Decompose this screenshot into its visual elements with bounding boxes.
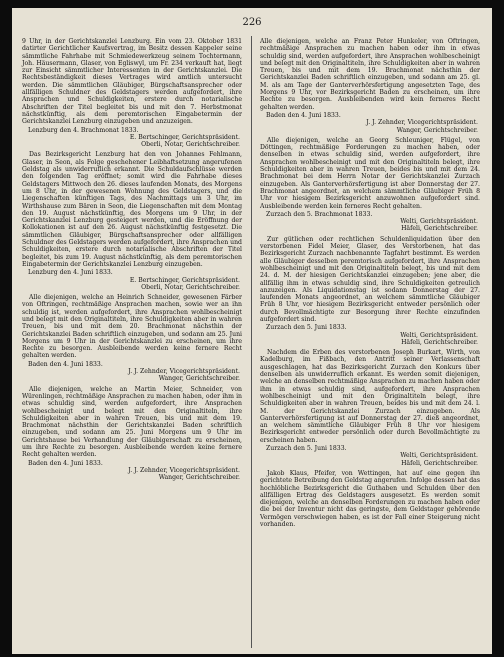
- signature-line: E. Bertschinger, Gerichtspräsident.: [129, 133, 240, 141]
- notice-paragraph: Zur gütlichen oder rechtlichen Schuldenliquidation über den verstorbenen Fidel Meier, Glaser, des Verstorbenen, hat das Bezirksgericht Zurzach nachbenannte Tagfahrt bestimmt. Es werden alle Gläubiger desselben peremtorisch aufgefordert, ihre Ansprachen wohlbescheinigt und mit den Originaltiteln belegt, bis und mit dem 24. d. M. der hiesigen Gerichtskanzlei einzugeben; jene aber, die allfällig ihm in etwas schuldig sind, ihre Schuldigkeiten getreulich anzuzeigen. Als Liquidationstag ist sodann Donnerstag der 27. laufenden Monats angeordnet, an welchem sämmtliche Gläubiger Früh 8 Uhr, vor hiesigem Bezirksgericht entweder persönlich oder durch Bevollmächtigte zur Besorgung ihrer Rechte einzufinden aufgefordert sind.: [260, 235, 480, 323]
- signature-line: Wanger, Gerichtschreiber.: [396, 126, 478, 134]
- signature-line: Wanger, Gerichtschreiber.: [158, 375, 240, 383]
- notice-paragraph: Alle diejenigen, welche an Georg Schleuniger, Flügel, von Döttingen, rechtmäßige Forderungen zu machen haben, oder denselben in etwas schuldig sind, werden aufgefordert, ihre Ansprachen wohlbescheinigt und mit den Originaltiteln belegt, ihre Schuldigkeiten aber in wahren Treuen, beides bis und mit dem 24. Brachmonat bei dem Herrn Notar der Gerichtskanzlei Zurzach einzugeben. Als Ganterverhörsfertigung ist aber Donnerstag der 27. Brachmonat angeordnet, an welchem sämmtliche Gläubiger Früh 8 Uhr vor hiesigem Bezirksgericht anzuwohnen aufgefordert sind. Ausbleibende werden kein ferneres Recht gehalten.: [260, 136, 480, 210]
- notice-paragraph: Alle diejenigen, welche an Heinrich Schneider, gewesenen Färber von Oftringen, rechtmäßige Ansprachen machen, sowie wer an ihn schuldig ist, werden aufgefordert, ihre Ansprachen wohlbescheinigt und belegt mit den Originaltiteln, ihre Schuldigkeiten aber in wahren Treuen, bis und mit dem 20. Brachmonat nächsthin der Gerichtskanzlei Baden schriftlich einzugeben, und sodann am 25. Juni Morgens um 9 Uhr in der Gerichtskanzlei zu erscheinen, um ihre Rechte zu besorgen. Ausbleibende werden keine fernere Recht gehalten werden.: [22, 294, 242, 360]
- signature-line: Welti, Gerichtspräsident.: [400, 218, 478, 226]
- notice-date-line: Baden den 4. Juni 1833.: [28, 459, 103, 467]
- notice-date-line: Zurzach den 5. Juni 1833.: [266, 445, 347, 453]
- signature-line: Oberli, Notar, Gerichtschreiber.: [141, 283, 240, 291]
- notice-paragraph: Nachdem die Erben des verstorbenen Joseph Burkart, Wirth, von Kadelburg, im Fißbach, den Antritt seiner Verlassenschaft ausgeschlagen, hat das Bezirksgericht Zurzach den Konkurs über denselben als unwiderruflich erkannt. Es werden somit diejenigen, welche an denselben rechtmäßige Ansprachen zu machen haben oder ihm in etwas schuldig sind, aufgefordert, ihre Ansprachen wohlbescheinigt und mit den Originaltiteln belegt, ihre Schuldigkeiten aber in wahren Treuen, beides bis und mit dem 24. l. M. der Gerichtskanzlei Zurzach einzugeben. Als Ganterverhörsfertigung ist auf Donnerstag der 27. dieß angeordnet, an welchem sämmtliche Gläubiger Früh 8 Uhr vor hiesigem Bezirksgericht entweder persönlich oder durch Bevollmächtigte zu erscheinen haben.: [260, 349, 480, 444]
- signature-line: J. J. Zehnder, Vicegerichtspräsident.: [128, 466, 240, 474]
- signature-line: E. Bertschinger, Gerichtspräsident.: [129, 276, 240, 284]
- notice-date-line: Baden den 4. Juni 1833.: [28, 360, 103, 368]
- left-column: [22, 38, 242, 482]
- notice-paragraph: 9 Uhr, in der Gerichtskanzlei Lenzburg. Ein vom 23. Oktober 1831 datirter Gerichtlicher Kaufsvertrag, im Besitz dessen Kappeler seine sämmtliche Fahrhabe mit Schmiedewerkzeug seinem Tochtermann, Joh. Häusermann, Glaser, von Egliswyl, um Fr. 234 verkauft hat, liegt zur Einsicht sämmtlicher Interessenten in der Gerichtskanzlei. Die Rechtsbeständigkeit dieses Vertrages wird amtlich untersucht werden. Die sämmtlichen Gläubiger, Bürgschaftsansprecher oder allfälligen Schuldner des Geldstagers werden aufgefordert, ihre Ansprachen und Schuldigkeiten, erstere durch notarialische Abschriften der Titel begleitet bis und mit den 7. Herbstmonat nächstkünftig, als dem peremtorischen Eingabetermin der Gerichtskanzlei Lenzburg einzugeben und anzuzeigen.: [22, 38, 242, 126]
- page-number: 226: [242, 17, 262, 28]
- notice-date-line: Zurzach den 5. Brachmonat 1833.: [266, 210, 373, 218]
- signature-line: Häfeli, Gerichtschreiber.: [401, 459, 478, 467]
- notice-date-line: Zurzach den 5. Juni 1833.: [266, 324, 347, 332]
- notice-date-line: Lenzburg den 4. Juni 1833.: [28, 269, 113, 277]
- notice-date-line: Baden den 4. Juni 1833.: [266, 111, 341, 119]
- column-divider: [251, 36, 252, 648]
- newspaper-page: [12, 8, 492, 654]
- signature-line: J. J. Zehnder, Vicegerichtspräsident.: [366, 119, 478, 127]
- signature-line: Welti, Gerichtspräsident.: [400, 452, 478, 460]
- notice-paragraph: Das Bezirksgericht Lenzburg hat den von Johannes Fehlmann, Glaser, in Seon, als Folge geschehener Leibhaftsetzung angerufenen Geldstag als unwiderruflich erkannt. Die Schuldaufschlüsse werden den folgenden Tag eröffnet; somit wird die Fahrhabe dieses Geldstagers Mittwoch den 26. dieses laufenden Monats, des Morgens um 8 Uhr, in der gewesenen Wohnung des Geldstagers, und die Liegenschaften künftigen Tags, des Nachmittags um 3 Uhr, im Wirthshause zum Bären in Seon, die Liegenschaften mit dem Montag den 19. August nächstkünftig, des Morgens um 9 Uhr, in der Gerichtskanzlei Lenzburg gesteigert werden, und die Eröffnung der Kollokationen ist auf den 26. August nächstkünftig festgesetzt. Die sämmtlichen Gläubiger, Bürgschaftsansprecher oder allfälligen Schuldner des Geldstagers werden aufgefordert, ihre Ansprachen und Schuldigkeiten, erstere durch notarialische Abschriften der Titel begleitet, bis zum 19. August nächstkünftig, als dem peremtorischen Eingabetermin der Gerichtskanzlei Lenzburg einzugeben.: [22, 151, 242, 268]
- signature-line: J. J. Zehnder, Vicegerichtspräsident.: [128, 368, 240, 376]
- right-column: [260, 38, 480, 529]
- signature-line: Welti, Gerichtspräsident.: [400, 331, 478, 339]
- notice-date-line: Lenzburg den 4. Brachmonat 1833.: [28, 126, 139, 134]
- signature-line: Häfeli, Gerichtschreiber.: [401, 225, 478, 233]
- signature-line: Wanger, Gerichtschreiber.: [158, 474, 240, 482]
- notice-paragraph: Alle diejenigen, welche an Franz Peter Hunkeler, von Oftringen, rechtmäßige Ansprachen zu machen haben oder ihm in etwas schuldig sind, werden aufgefordert, ihre Ansprachen wohlbescheinigt und belegt mit den Originaltiteln, ihre Schuldigkeiten aber in wahren Treuen, bis und mit dem 19. Brachmonat nächsthin der Gerichtskanzlei Baden schriftlich einzugeben, und sodann am 25. gl. M. als am Tage der Ganterverhörsfertigung angesetzten Tage, des Morgens 9 Uhr, vor Bezirksgericht Baden zu erscheinen, um ihre Rechte zu besorgen. Ausbleibenden wird kein ferneres Recht gehalten werden.: [260, 38, 480, 111]
- notice-paragraph: Alle diejenigen, welche an Martin Meier, Schneider, von Würenlingen, rechtmäßige Ansprachen zu machen haben, oder ihm in etwas schuldig sind, werden aufgefordert, ihre Ansprachen wohlbescheinigt und belegt mit den Originaltiteln, ihre Schuldigkeiten aber in wahren Treuen, bis und mit dem 19. Brachmonat nächsthin der Gerichtskanzlei Baden schriftlich einzugeben, und sodann am 25. Juni Morgens um 9 Uhr im Gerichtshause bei Verhandlung der Gläubigerschaft zu erscheinen, um ihre Rechte zu besorgen. Ausbleibende werden keine fernere Recht gehalten werden.: [22, 385, 242, 459]
- signature-line: Oberli, Notar, Gerichtschreiber.: [141, 141, 240, 149]
- notice-paragraph: Jakob Klaus, Pfeifer, von Wettingen, hat auf eine gegen ihn gerichtete Betreibung den Geldstag angerufen. Infolge dessen hat das hochlöbliche Bezirksgericht die Guthaben und Schulden über den allfälligen Ertrag des Geldstagers ausgesetzt. Es werden somit diejenigen, welche an denselben Forderungen zu machen haben oder die bei der Inventur nicht das geringste, dem Geldstager gehörende Vermögen verschwiegen haben, es ist der Fall einer Steigerung nicht vorhanden.: [260, 469, 480, 528]
- signature-line: Häfeli, Gerichtschreiber.: [401, 338, 478, 346]
